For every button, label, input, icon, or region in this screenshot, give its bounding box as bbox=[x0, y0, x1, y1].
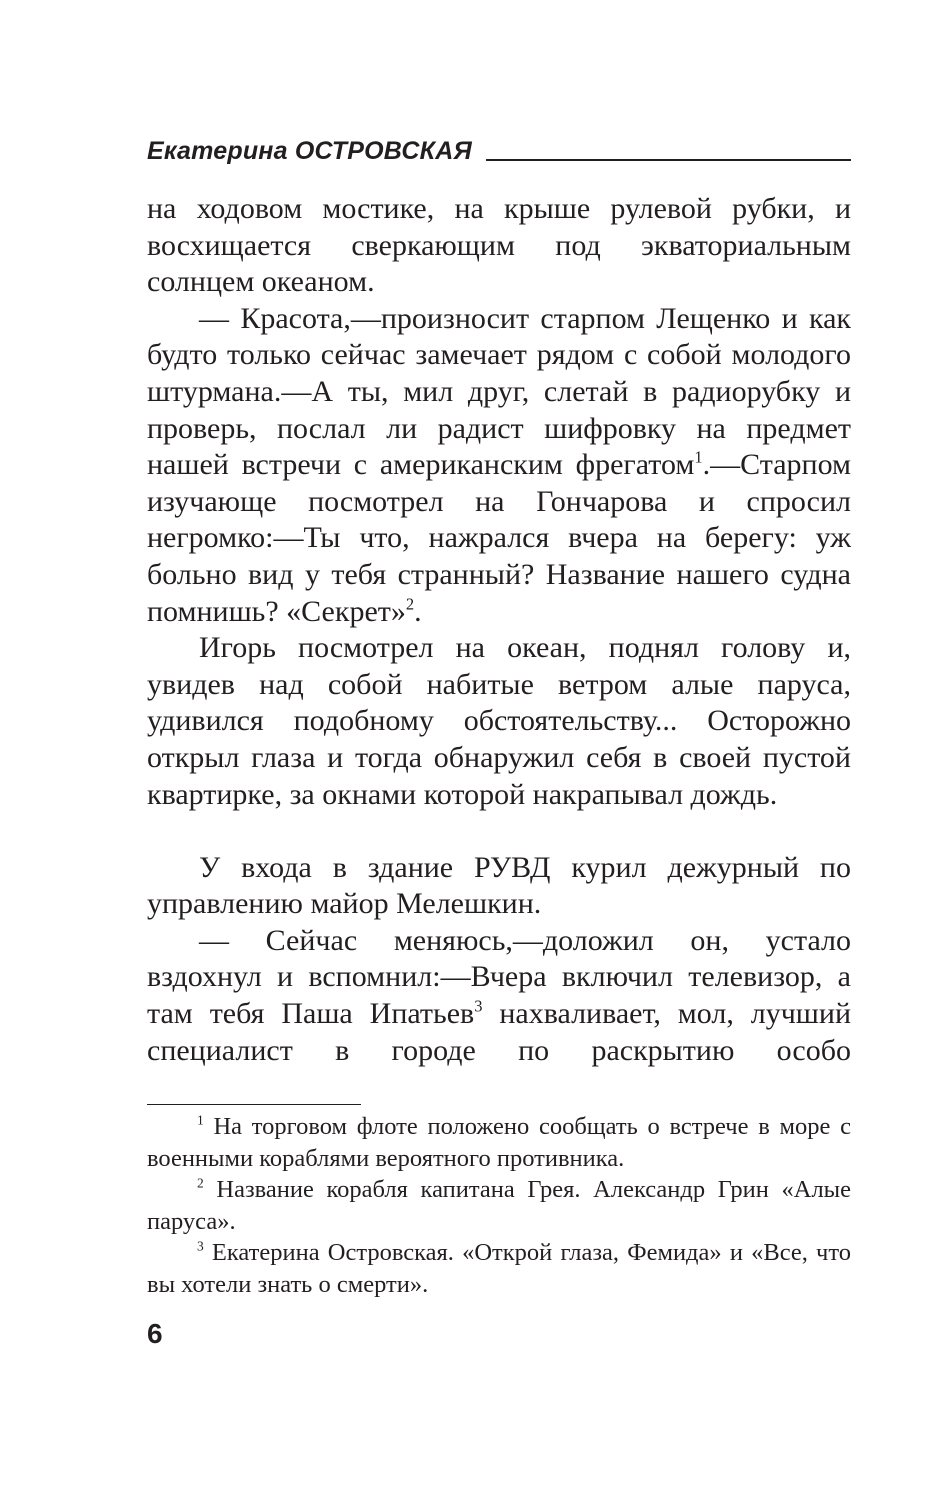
page-number: 6 bbox=[147, 1318, 163, 1349]
footnote bbox=[147, 1174, 851, 1237]
footnote-ref: 3 bbox=[474, 996, 483, 1016]
footnote-marker: 2 bbox=[197, 1175, 204, 1191]
footnote-marker: 3 bbox=[197, 1238, 204, 1254]
paragraph-text: — Красота,—произносит старпом Лещенко и как будто только сейчас замечает рядом с собой молодого штурмана.—А ты, мил друг, слетай в радиорубку и проверь, послал ли радист шифровку на предмет нашей встречи с американским фрегатом bbox=[147, 301, 851, 482]
header-rule bbox=[486, 159, 851, 161]
paragraph bbox=[147, 301, 851, 630]
footnote-ref: 2 bbox=[405, 593, 415, 613]
footnote-text: Екатерина Островская. «Открой глаза, Фемида» и «Все, что вы хотели знать о смерти». bbox=[147, 1239, 852, 1298]
footnote-text: Название корабля капитана Грея. Александр Грин «Алые паруса». bbox=[147, 1176, 852, 1235]
paragraph-text: .—Старпом изучающе посмотрел на Гончарова и спросил негромко:—Ты что, нажрался вчера на берегу: уж больно вид у тебя странный? Название нашего судна помнишь? «Секрет» bbox=[147, 448, 851, 628]
footnote-ref: 1 bbox=[694, 447, 703, 467]
footnote-marker: 1 bbox=[197, 1112, 204, 1128]
paragraph-text: . bbox=[414, 594, 422, 628]
running-header bbox=[147, 132, 851, 166]
paragraph-text: — Сейчас меняюсь,—доложил он, устало вздохнул и вспомнил:—Вчера включил телевизор, а там тебя Паша Ипатьев bbox=[147, 923, 851, 1031]
paragraph: У входа в здание РУВД курил дежурный по управлению майор Мелешкин. bbox=[147, 850, 851, 921]
footnote-text: На торговом флоте положено сообщать о встрече в море с военными кораблями вероятного противника. bbox=[147, 1113, 852, 1172]
footnote bbox=[147, 1111, 851, 1174]
footnotes bbox=[147, 1111, 851, 1300]
paragraph: на ходовом мостике, на крыше рулевой рубки, и восхищается сверкающим под экваториальным солнцем океаном. bbox=[147, 192, 851, 299]
footnote-rule bbox=[147, 1104, 361, 1105]
footnote bbox=[147, 1237, 851, 1300]
running-header-author: Екатерина ОСТРОВСКАЯ bbox=[147, 137, 472, 165]
main-text bbox=[147, 191, 851, 1069]
paragraph: Игорь посмотрел на океан, поднял голову и, увидев над собой набитые ветром алые паруса, удивился подобному обстоятельству... Осторожно открыл глаза и тогда обнаружил себя в своей пустой квартирке, за окнами которой накрапывал дождь. bbox=[147, 631, 851, 811]
paragraph-text: нахваливает, мол, лучший специалист в городе по раскрытию особо bbox=[147, 997, 851, 1067]
paragraph bbox=[147, 923, 851, 1069]
